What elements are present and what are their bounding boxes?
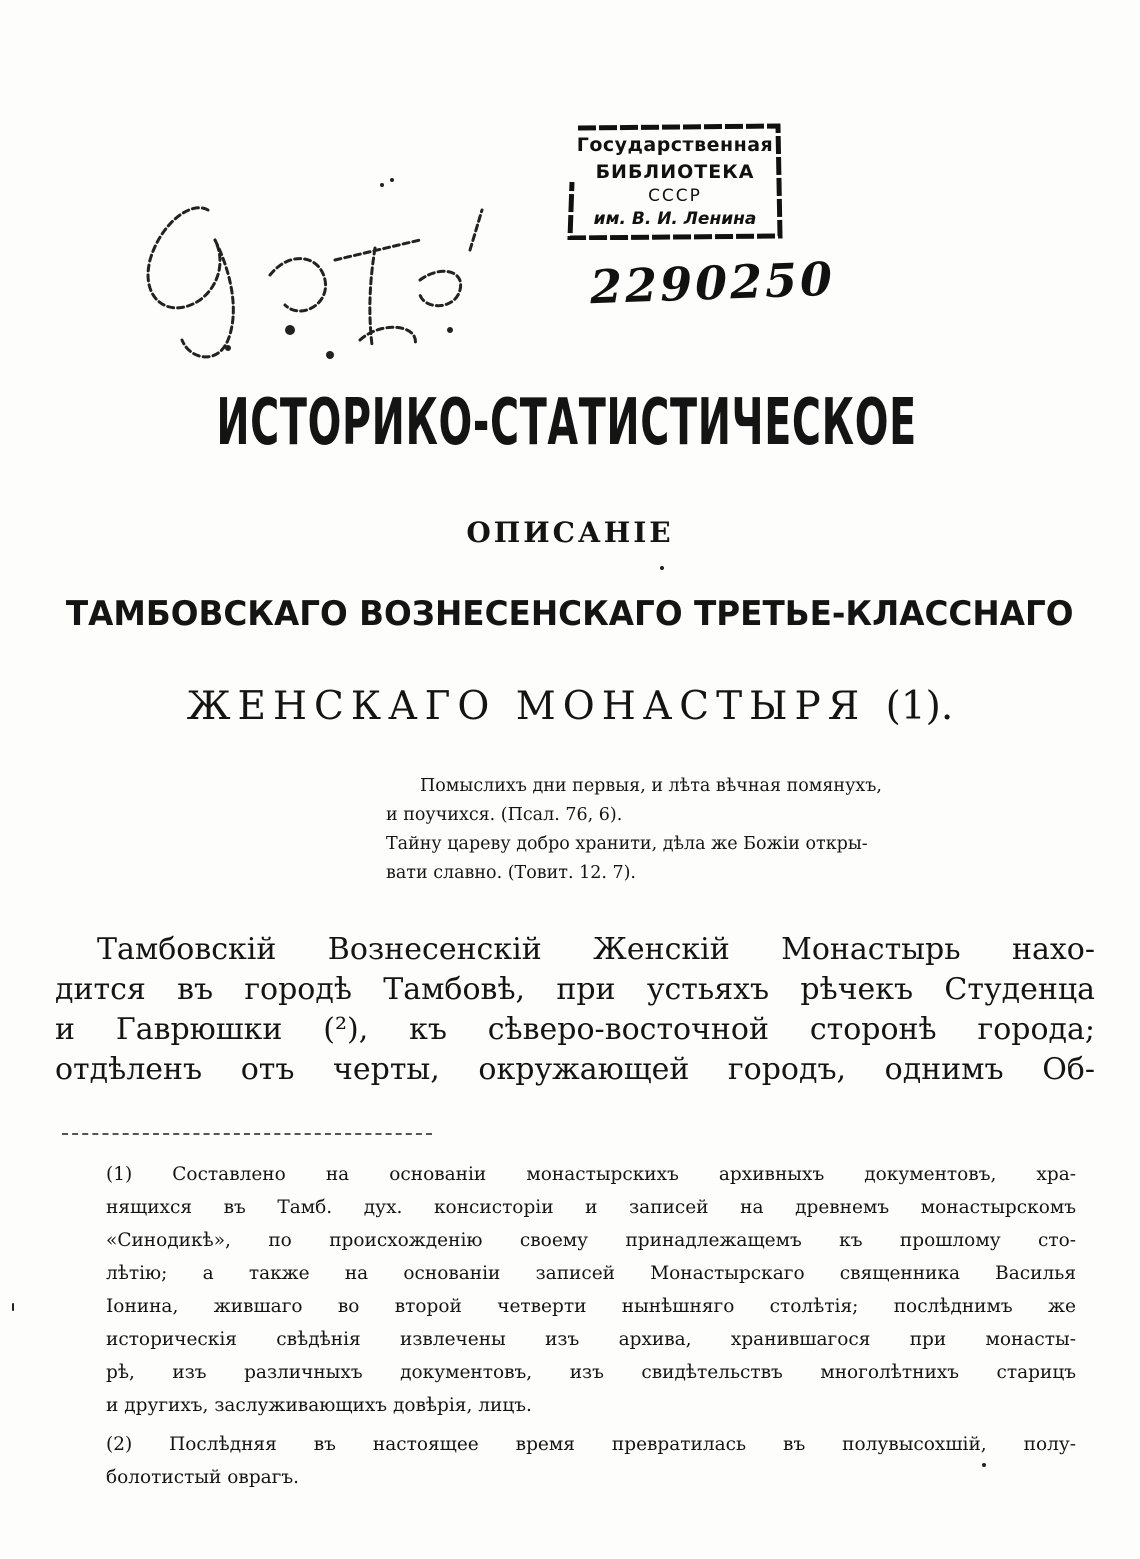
footnote-divider <box>62 1133 432 1135</box>
epigraph-line: и поучихся. (Псал. 76, 6). <box>386 805 623 825</box>
body-line: дится въ городѣ Тамбовѣ, при устьяхъ рѣчекъ Студенца <box>55 972 1095 1007</box>
epigraph-line: Тайну цареву добро хранити, дѣла же Божіи откры- <box>386 834 868 854</box>
stamp-line-2: БИБЛИОТЕКА <box>595 161 755 183</box>
footnote-1-line: нящихся въ Тамб. дух. консисторіи и записей на древнемъ монастырскомъ <box>106 1197 1076 1218</box>
epigraph <box>386 772 1066 888</box>
footnote-1-line: и другихъ, заслуживающихъ довѣрія, лицъ. <box>106 1395 532 1416</box>
page-title: ИСТОРИКО-СТАТИСТИЧЕСКОЕ <box>216 386 917 460</box>
subtitle-monastery-type <box>0 684 1140 729</box>
ink-speck <box>982 1463 986 1467</box>
footnote-1-line: «Синодикѣ», по происхожденію своему принадлежащемъ къ прошлому сто- <box>106 1230 1076 1251</box>
stamp-line-4: им. В. И. Ленина <box>593 209 757 229</box>
accession-number: 2290250 <box>589 251 836 315</box>
footnote-1-line: рѣ, изъ различныхъ документовъ, изъ свидѣтельствъ многолѣтнихъ старицъ <box>106 1362 1076 1383</box>
footnote-ref-1: (1). <box>885 684 954 729</box>
footnote-1-line: историческія свѣдѣнія извлечены изъ архива, хранившагося при монасты- <box>106 1329 1076 1350</box>
footnote-2-line: болотистый оврагъ. <box>106 1467 300 1488</box>
footnote-1-line: Іонина, жившаго во второй четверти нынѣшняго столѣтія; послѣднимъ же <box>106 1296 1076 1317</box>
ink-speck <box>660 566 664 570</box>
library-stamp <box>566 122 784 240</box>
footnotes <box>106 1158 1076 1494</box>
body-line: отдѣленъ отъ черты, окружающей городъ, однимъ Об- <box>55 1052 1095 1087</box>
subtitle-description: ОПИСАНІЕ <box>466 516 674 549</box>
body-line: Тамбовскій Вознесенскій Женскій Монастырь нахо- <box>97 932 1095 967</box>
stamp-line-3: СССР <box>648 186 702 206</box>
ink-speck <box>12 1303 14 1311</box>
body-paragraph <box>55 930 1095 1090</box>
epigraph-line: вати славно. (Товит. 12. 7). <box>386 863 636 883</box>
footnote-2-line: (2) Послѣдняя въ настоящее время превратилась въ полувысохшій, полу- <box>106 1434 1076 1455</box>
epigraph-line: Помыслихъ дни первыя, и лѣта вѣчная помянухъ, <box>420 776 882 796</box>
handwritten-marks <box>120 170 500 400</box>
subtitle-monastery-name: ТАМБОВСКАГО ВОЗНЕСЕНСКАГО ТРЕТЬЕ-КЛАССНАГО <box>65 594 1074 634</box>
footnote-1-line: лѣтію; а также на основаніи записей Монастырскаго священника Василья <box>106 1263 1076 1284</box>
subtitle-monastery-type-text: ЖЕНСКАГО МОНАСТЫРЯ <box>186 684 867 729</box>
body-line: и Гаврюшки (²), къ сѣверо-восточной сторонѣ города; <box>55 1012 1095 1047</box>
stamp-line-1: Государственная <box>576 134 774 156</box>
footnote-1-line: (1) Составлено на основаніи монастырскихъ архивныхъ документовъ, хра- <box>106 1164 1076 1185</box>
